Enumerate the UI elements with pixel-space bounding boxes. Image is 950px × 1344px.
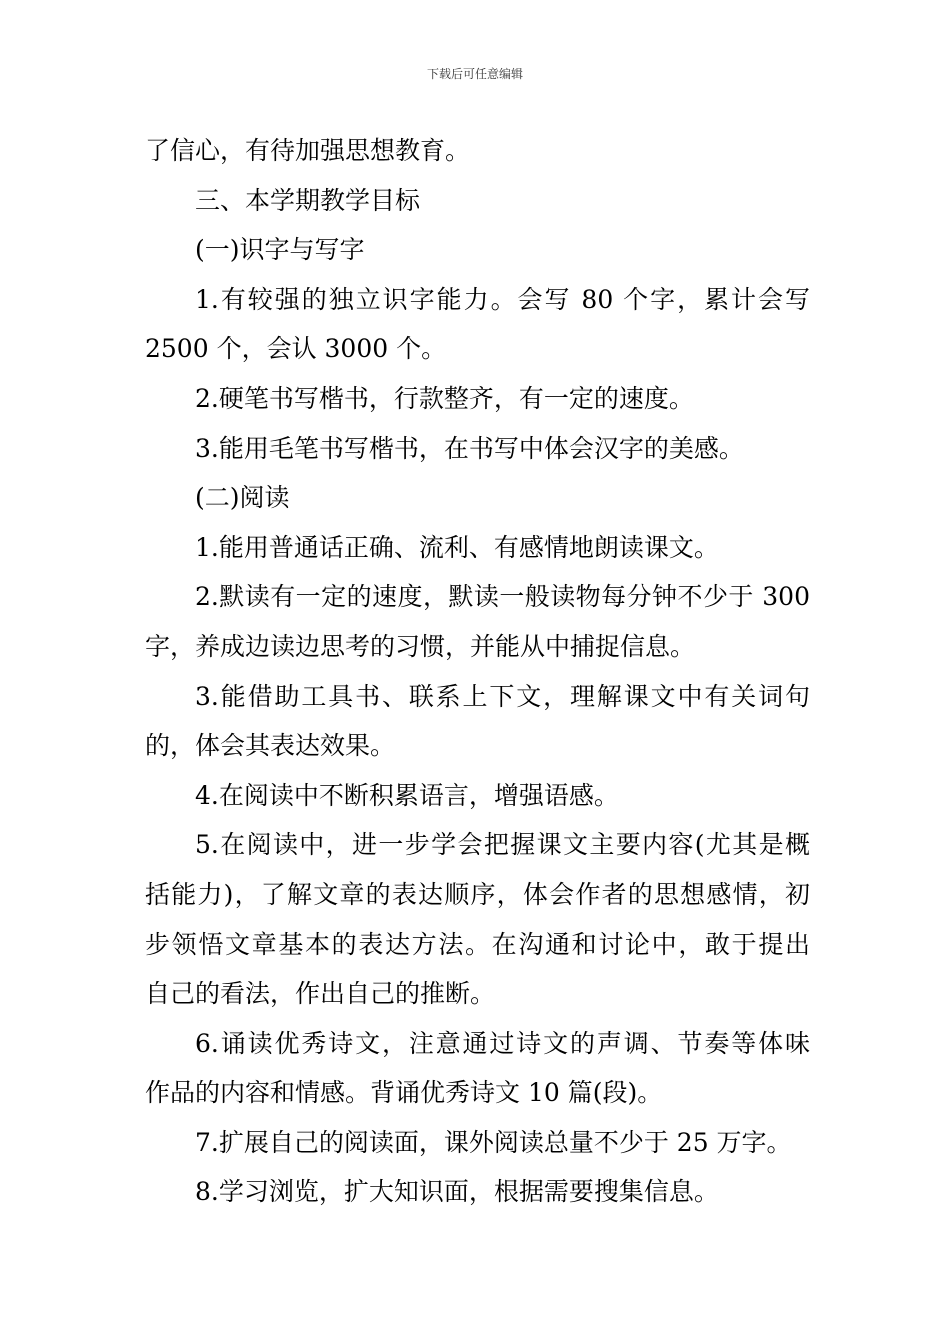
reading-item-7: 7.扩展自己的阅读面，课外阅读总量不少于 25 万字。 [195,1127,792,1157]
reading-item-3-line-1: 3.能借助工具书、联系上下文，理解课文中有关词句 [195,681,810,711]
reading-item-5-line-3: 步领悟文章基本的表达方法。在沟通和讨论中，敢于提出 [145,929,810,959]
list-item-3: 3.能用毛笔书写楷书，在书写中体会汉字的美感。 [195,433,744,463]
reading-item-2-line-1: 2.默读有一定的速度，默读一般读物每分钟不少于 300 [195,582,810,612]
document-body [145,126,810,1217]
section-heading-goals: 三、本学期教学目标 [195,185,421,215]
subheading-reading: (二)阅读 [195,483,290,513]
reading-item-5-line-1: 5.在阅读中，进一步学会把握课文主要内容(尤其是概 [195,830,810,860]
page-header-note: 下载后可任意编辑 [426,67,523,81]
reading-item-1: 1.能用普通话正确、流利、有感情地朗读课文。 [195,532,719,562]
reading-item-5-line-2: 括能力)，了解文章的表达顺序，体会作者的思想感情，初 [145,879,810,909]
reading-item-8: 8.学习浏览，扩大知识面，根据需要搜集信息。 [195,1177,719,1207]
list-item-2: 2.硬笔书写楷书，行款整齐，有一定的速度。 [195,383,694,413]
list-item-1-line-2: 2500 个，会认 3000 个。 [145,334,447,364]
reading-item-4: 4.在阅读中不断积累语言，增强语感。 [195,780,619,810]
reading-item-6-line-2: 作品的内容和情感。背诵优秀诗文 10 篇(段)。 [145,1078,663,1108]
subheading-literacy-writing: (一)识字与写字 [195,235,365,265]
reading-item-6-line-1: 6.诵读优秀诗文，注意通过诗文的声调、节奏等体味 [195,1028,810,1058]
paragraph-continuation: 了信心，有待加强思想教育。 [145,136,471,165]
list-item-1-line-1: 1.有较强的独立识字能力。会写 80 个字，累计会写 [195,284,810,314]
reading-item-2-line-2: 字，养成边读边思考的习惯，并能从中捕捉信息。 [145,631,696,661]
reading-item-3-line-2: 的，体会其表达效果。 [145,731,396,761]
reading-item-5-line-4: 自己的看法，作出自己的推断。 [145,979,496,1009]
